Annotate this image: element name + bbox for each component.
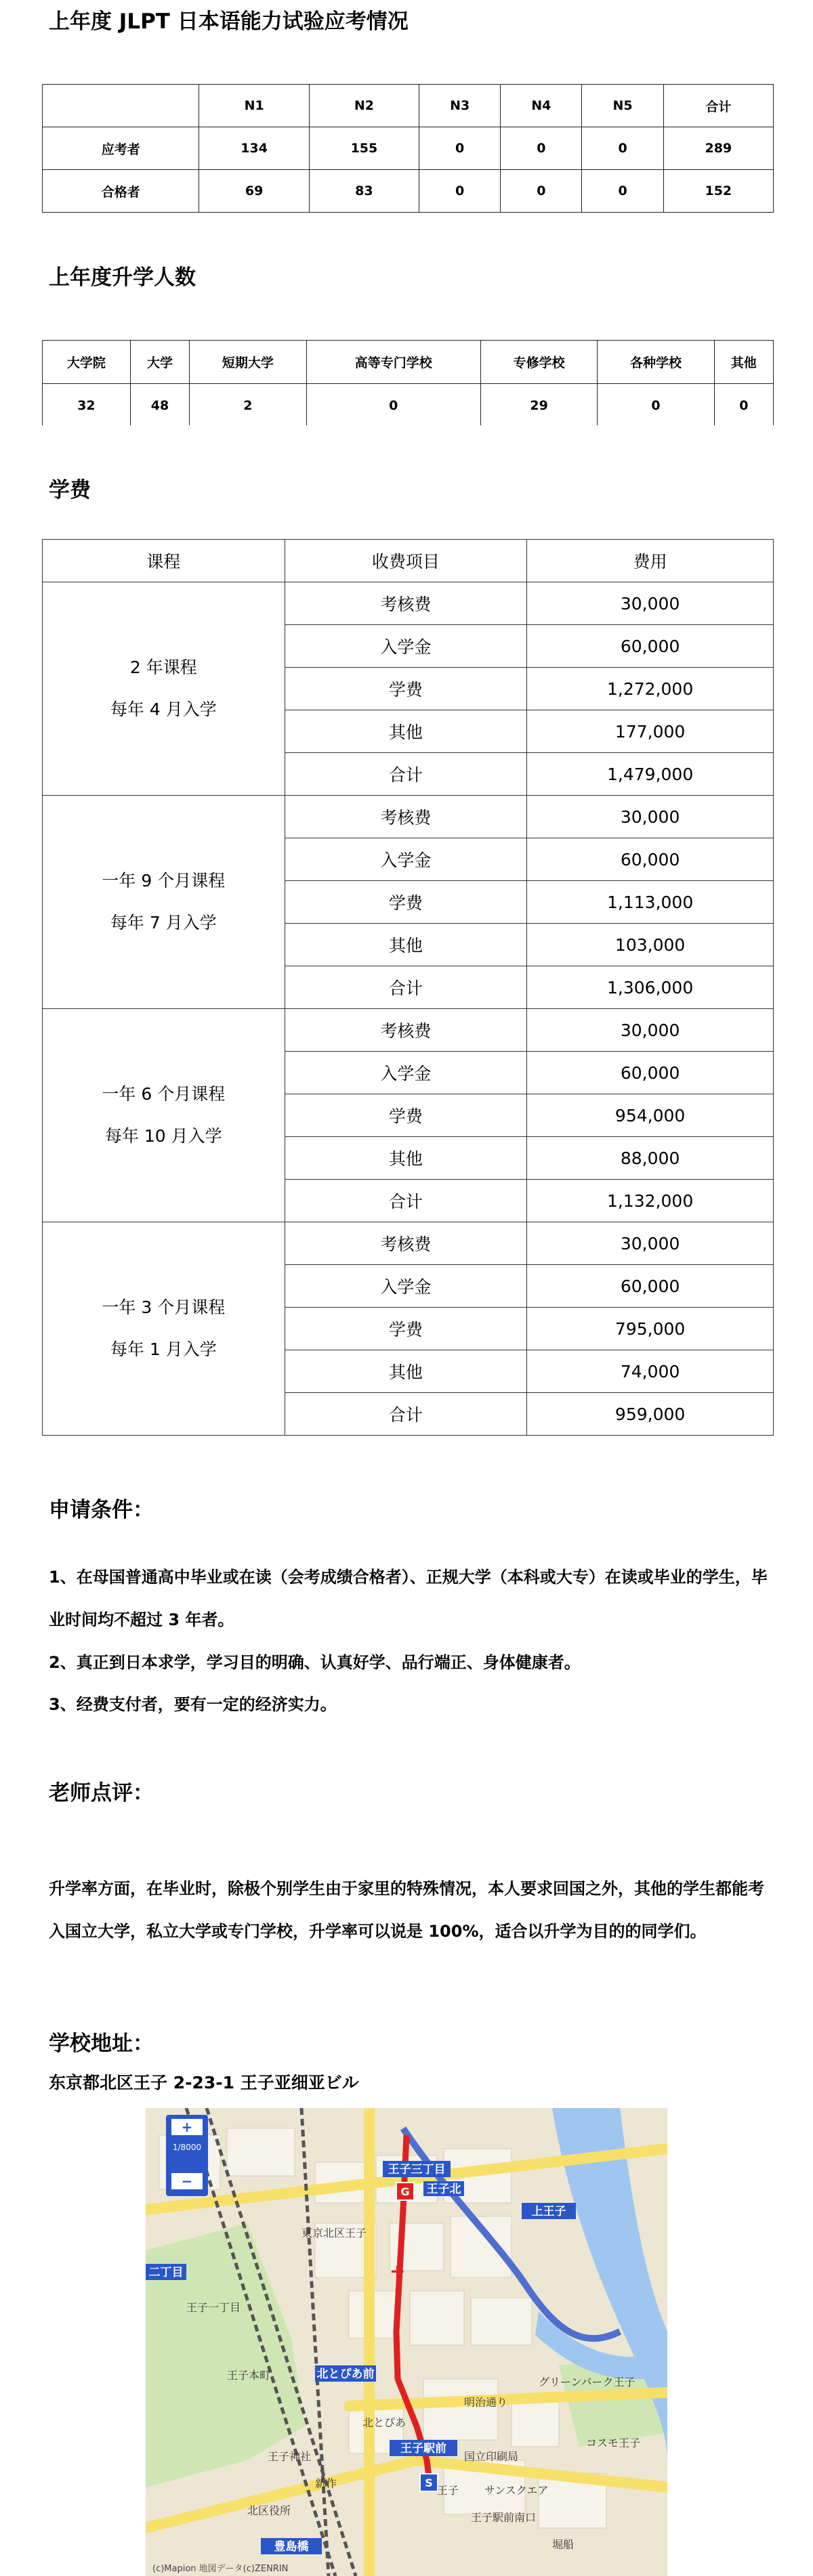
svg-text:G: G [400,2185,410,2198]
fee-amount: 30,000 [527,1222,774,1265]
fees-table [42,539,774,1436]
table-cell: 83 [309,170,419,213]
map-label: 王子一丁目 [186,2301,241,2314]
fee-amount: 959,000 [527,1393,774,1436]
course-intake: 每年 4 月入学 [110,700,217,719]
school-map[interactable] [146,2108,667,2576]
fee-item: 合计 [285,753,527,796]
address-title: 学校地址： [49,2032,154,2056]
table-header-cell: N5 [582,85,663,127]
fee-amount: 60,000 [527,625,774,668]
table-header-cell: N1 [199,85,309,127]
fee-item: 入学金 [285,1052,527,1094]
fee-item: 其他 [285,1137,527,1180]
course-intake: 每年 10 月入学 [104,1126,222,1146]
table-cell: 0 [501,127,582,170]
condition-item: 1、在母国普通高中毕业或在读（会考成绩合格者）、正规大学（本科或大专）在读或毕业的学生，毕业时间均不超过 3 年者。 [49,1568,768,1629]
univ-table-wrapper [42,340,774,425]
table-row [43,127,774,170]
map-label: 王子本町 [227,2369,271,2382]
map-label: 北区役所 [247,2504,291,2517]
course-intake: 每年 1 月入学 [110,1339,217,1359]
svg-text:S: S [425,2476,433,2489]
table-header-cell: 短期大学 [190,341,306,384]
map-label: 二丁目 [148,2266,184,2279]
fee-item: 其他 [285,1350,527,1393]
zoom-out-button[interactable]: − [181,2173,193,2189]
map-label: 王子 [437,2484,459,2497]
table-header-cell: 专修学校 [480,341,597,384]
table-header-cell: 费用 [527,540,774,582]
course-cell [43,796,285,1009]
fee-item: 考核费 [285,1009,527,1052]
review-title: 老师点评： [49,1781,154,1805]
fee-item: 合计 [285,966,527,1009]
fee-item: 入学金 [285,838,527,881]
fee-item: 考核费 [285,582,527,625]
destination-marker [396,2183,414,2200]
table-cell: 合格者 [43,170,199,213]
table-header-cell: 课程 [43,540,285,582]
course-name: 一年 3 个月课程 [102,1297,226,1317]
table-header-row [43,85,774,127]
course-intake: 每年 7 月入学 [110,913,217,932]
map-label: 東京北区王子 [301,2227,367,2239]
fee-item: 合计 [285,1393,527,1436]
table-cell: 48 [130,384,189,426]
table-header-cell: 其他 [714,341,773,384]
table-header-cell: 各种学校 [598,341,714,384]
course-cell [43,1009,285,1222]
scale-label: 1/8000 [172,2143,202,2152]
jlpt-title: 上年度 JLPT 日本语能力试验应考情况 [49,9,409,34]
map-label: 王子三丁目 [388,2163,446,2176]
course-name: 一年 6 个月课程 [102,1084,226,1104]
table-cell: 134 [199,127,309,170]
table-cell: 0 [501,170,582,213]
table-header-cell: N2 [309,85,419,127]
map-label: サンスクエア [484,2484,549,2497]
fees-title: 学费 [49,478,91,502]
fee-item: 学费 [285,1094,527,1137]
fee-amount: 103,000 [527,924,774,966]
table-header-cell: 合计 [663,85,773,127]
fee-amount: 1,272,000 [527,668,774,710]
fee-item: 入学金 [285,625,527,668]
fee-amount: 30,000 [527,582,774,625]
map-label: 新作 [315,2477,337,2490]
table-row [43,1222,774,1265]
fee-item: 考核费 [285,796,527,838]
course-cell [43,582,285,796]
table-cell: 0 [714,384,773,426]
map-label: グリーンパーク王子 [539,2376,635,2388]
fee-amount: 1,132,000 [527,1180,774,1222]
fee-item: 学费 [285,668,527,710]
map-copyright: (c)Mapion 地図データ(c)ZENRIN [152,2564,289,2574]
table-header-cell [43,85,199,127]
fee-amount: 30,000 [527,796,774,838]
review-text: 升学率方面，在毕业时，除极个别学生由于家里的特殊情况，本人要求回国之外，其他的学生都能考入国立大学，私立大学或专门学校，升学率可以说是 100%，适合以升学为目的的同学们。 [49,1879,764,1941]
map-label: 上王子 [531,2205,566,2218]
start-marker [420,2474,438,2491]
fee-amount: 30,000 [527,1009,774,1052]
map-label: 王子神社 [268,2450,312,2463]
map-label: 北とぴあ [362,2416,406,2429]
fee-amount: 1,479,000 [527,753,774,796]
table-cell: 32 [43,384,131,426]
map-label: 国立印刷局 [464,2450,519,2463]
condition-item: 3、经费支付者，要有一定的经济实力。 [49,1695,337,1714]
jlpt-table [42,84,774,213]
table-cell: 69 [199,170,309,213]
fee-item: 其他 [285,924,527,966]
table-cell: 0 [582,170,663,213]
table-header-cell: 收费项目 [285,540,527,582]
univ-title: 上年度升学人数 [49,265,196,290]
table-header-cell: 大学院 [43,341,131,384]
zoom-in-button[interactable]: + [181,2119,193,2135]
map-label: 明治通り [464,2396,508,2409]
fee-item: 合计 [285,1180,527,1222]
table-row [43,170,774,213]
table-row [43,384,774,426]
map-label: 王子北 [426,2183,461,2196]
fee-item: 其他 [285,710,527,753]
table-row [43,796,774,838]
table-cell: 152 [663,170,773,213]
fee-amount: 74,000 [527,1350,774,1393]
table-row [43,582,774,625]
table-cell: 0 [598,384,714,426]
table-cell: 29 [480,384,597,426]
table-header-cell: N3 [419,85,501,127]
univ-table [42,340,774,425]
table-cell: 289 [663,127,773,170]
table-cell: 155 [309,127,419,170]
table-cell: 应考者 [43,127,199,170]
fee-amount: 60,000 [527,1052,774,1094]
table-header-cell: 高等专门学校 [306,341,480,384]
course-cell [43,1222,285,1436]
table-cell: 0 [306,384,480,426]
map-label: 北とぴあ前 [316,2367,375,2381]
map-label: 豊島橋 [274,2540,309,2554]
course-name: 2 年课程 [129,658,197,677]
address-text: 东京都北区王子 2-23-1 王子亚细亚ビル [49,2073,359,2092]
fee-item: 入学金 [285,1265,527,1308]
condition-item: 2、真正到日本求学，学习目的明确、认真好学、品行端正、身体健康者。 [49,1653,581,1672]
table-header-row [43,341,774,384]
table-row [43,1009,774,1052]
fee-amount: 954,000 [527,1094,774,1137]
map-label: コスモ王子 [586,2437,641,2449]
cross-icon: + [390,2260,406,2282]
table-cell: 0 [582,127,663,170]
fee-item: 学费 [285,1308,527,1350]
map-label: 王子駅前南口 [471,2511,537,2524]
table-header-cell: N4 [501,85,582,127]
fee-amount: 60,000 [527,838,774,881]
fee-amount: 60,000 [527,1265,774,1308]
fee-amount: 1,306,000 [527,966,774,1009]
fee-amount: 795,000 [527,1308,774,1350]
course-name: 一年 9 个月课程 [102,871,226,890]
table-header-cell: 大学 [130,341,189,384]
table-header-row [43,540,774,582]
table-cell: 0 [419,170,501,213]
conditions-title: 申请条件： [49,1498,154,1522]
zoom-control[interactable] [166,2115,208,2196]
table-cell: 0 [419,127,501,170]
table-cell: 2 [190,384,306,426]
fee-item: 考核费 [285,1222,527,1265]
fee-amount: 1,113,000 [527,881,774,924]
map-label: 王子駅前 [400,2442,446,2455]
fee-amount: 88,000 [527,1137,774,1180]
fee-amount: 177,000 [527,710,774,753]
map-label: 堀船 [552,2538,575,2551]
fee-item: 学费 [285,881,527,924]
